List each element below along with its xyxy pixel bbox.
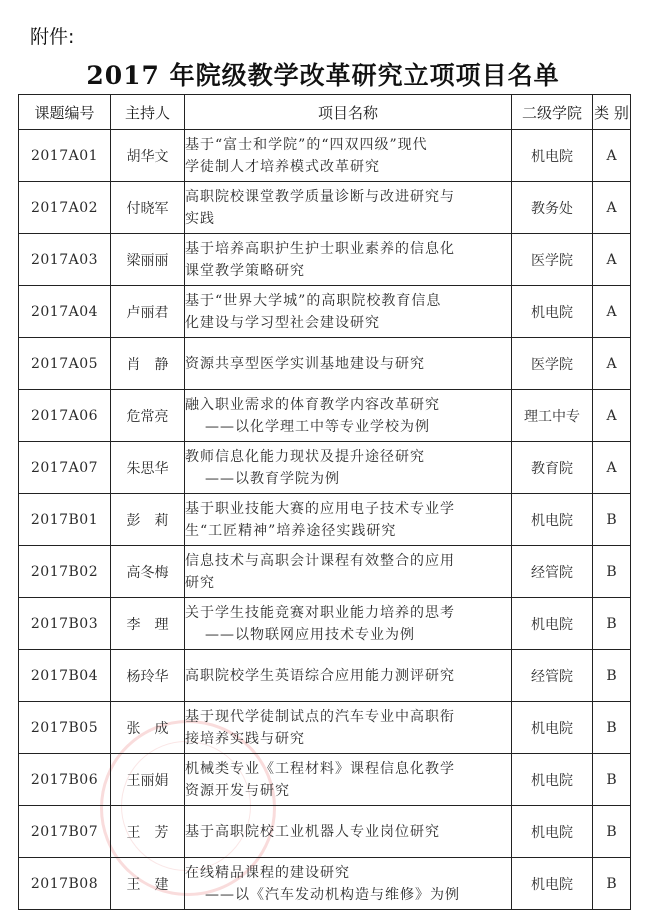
project-name [185, 130, 512, 182]
table-row [19, 858, 631, 910]
category: A [593, 130, 631, 182]
project-code: 2017B01 [19, 494, 111, 546]
project-name [185, 858, 512, 910]
category: A [593, 442, 631, 494]
category: A [593, 182, 631, 234]
project-name-line2: 化建设与学习型社会建设研究 [185, 314, 380, 331]
project-name [185, 442, 512, 494]
table-row [19, 390, 631, 442]
category: A [593, 338, 631, 390]
category: A [593, 390, 631, 442]
table-row [19, 130, 631, 182]
college: 医学院 [512, 234, 593, 286]
table-row [19, 494, 631, 546]
table-row [19, 650, 631, 702]
project-name [185, 806, 512, 858]
project-code: 2017B08 [19, 858, 111, 910]
table-row [19, 182, 631, 234]
category: B [593, 806, 631, 858]
project-code: 2017A01 [19, 130, 111, 182]
project-host: 王 建 [111, 858, 185, 910]
project-name-line1: 资源共享型医学实训基地建设与研究 [185, 355, 425, 372]
attachment-label: 附件: [30, 26, 75, 48]
project-name-line1: 机械类专业《工程材料》课程信息化教学 [185, 760, 455, 777]
table-row [19, 234, 631, 286]
project-code: 2017B07 [19, 806, 111, 858]
category: B [593, 546, 631, 598]
category: A [593, 286, 631, 338]
page-title: 2017 年院级教学改革研究立项项目名单 [86, 61, 560, 90]
project-code: 2017B02 [19, 546, 111, 598]
project-name-line1: 在线精品课程的建设研究 [185, 864, 350, 881]
project-name-line2: 学徒制人才培养模式改革研究 [185, 158, 380, 175]
project-name [185, 234, 512, 286]
table-row [19, 754, 631, 806]
project-name-line1: 基于职业技能大赛的应用电子技术专业学 [185, 500, 455, 517]
project-name [185, 390, 512, 442]
project-host: 付晓军 [111, 182, 185, 234]
project-name-line1: 基于现代学徒制试点的汽车专业中高职衔 [185, 708, 455, 725]
project-host: 王丽娟 [111, 754, 185, 806]
project-name [185, 286, 512, 338]
category: B [593, 494, 631, 546]
project-host: 肖 静 [111, 338, 185, 390]
category: B [593, 598, 631, 650]
table-header-row [19, 95, 631, 130]
project-name-line2: 资源开发与研究 [185, 782, 290, 799]
project-list-table [18, 94, 631, 910]
project-code: 2017B04 [19, 650, 111, 702]
project-name-line1: 基于“富士和学院”的“四双四级”现代 [185, 136, 428, 153]
project-host: 朱思华 [111, 442, 185, 494]
project-name-line1: 信息技术与高职会计课程有效整合的应用 [185, 552, 455, 569]
project-name-line1: 高职院校学生英语综合应用能力测评研究 [185, 667, 455, 684]
project-name-line1: 基于高职院校工业机器人专业岗位研究 [185, 823, 440, 840]
project-code: 2017B03 [19, 598, 111, 650]
table-row [19, 806, 631, 858]
header-college: 二级学院 [512, 95, 593, 130]
college: 教务处 [512, 182, 593, 234]
header-project: 项目名称 [185, 95, 512, 130]
college: 机电院 [512, 806, 593, 858]
project-name [185, 338, 512, 390]
project-host: 卢丽君 [111, 286, 185, 338]
project-name-line1: 基于培养高职护生护士职业素养的信息化 [185, 240, 455, 257]
project-host: 彭 莉 [111, 494, 185, 546]
project-name-line2: ——以教育学院为例 [205, 470, 340, 487]
project-host: 李 理 [111, 598, 185, 650]
project-name-line2: 实践 [185, 210, 215, 227]
project-host: 梁丽丽 [111, 234, 185, 286]
college: 机电院 [512, 598, 593, 650]
header-host: 主持人 [111, 95, 185, 130]
project-name-line1: 融入职业需求的体育教学内容改革研究 [185, 396, 440, 413]
category: A [593, 234, 631, 286]
college: 机电院 [512, 858, 593, 910]
table-row [19, 338, 631, 390]
project-name-line2: 接培养实践与研究 [185, 730, 305, 747]
college: 医学院 [512, 338, 593, 390]
project-code: 2017A02 [19, 182, 111, 234]
project-code: 2017A05 [19, 338, 111, 390]
project-name-line1: 教师信息化能力现状及提升途径研究 [185, 448, 425, 465]
college: 机电院 [512, 130, 593, 182]
college: 机电院 [512, 286, 593, 338]
project-code: 2017B05 [19, 702, 111, 754]
project-name-line1: 关于学生技能竞赛对职业能力培养的思考 [185, 604, 455, 621]
college: 理工中专 [512, 390, 593, 442]
project-name-line1: 高职院校课堂教学质量诊断与改进研究与 [185, 188, 455, 205]
project-host: 王 芳 [111, 806, 185, 858]
table-row [19, 702, 631, 754]
project-name-line2: ——以《汽车发动机构造与维修》为例 [205, 886, 460, 903]
project-host: 胡华文 [111, 130, 185, 182]
college: 机电院 [512, 494, 593, 546]
category: B [593, 754, 631, 806]
project-host: 杨玲华 [111, 650, 185, 702]
project-name [185, 702, 512, 754]
project-name-line2: 课堂教学策略研究 [185, 262, 305, 279]
header-category: 类 别 [593, 95, 631, 130]
project-code: 2017A07 [19, 442, 111, 494]
college: 经管院 [512, 650, 593, 702]
college: 教育院 [512, 442, 593, 494]
category: B [593, 858, 631, 910]
project-name-line1: 基于“世界大学城”的高职院校教育信息 [185, 292, 442, 309]
project-code: 2017B06 [19, 754, 111, 806]
project-code: 2017A04 [19, 286, 111, 338]
table-row [19, 286, 631, 338]
college: 经管院 [512, 546, 593, 598]
project-code: 2017A03 [19, 234, 111, 286]
project-name [185, 650, 512, 702]
college: 机电院 [512, 754, 593, 806]
project-name [185, 598, 512, 650]
project-host: 危常亮 [111, 390, 185, 442]
table-row [19, 546, 631, 598]
category: B [593, 650, 631, 702]
table-row [19, 598, 631, 650]
project-name [185, 182, 512, 234]
project-name [185, 754, 512, 806]
project-name-line2: ——以物联网应用技术专业为例 [205, 626, 415, 643]
table-row [19, 442, 631, 494]
project-code: 2017A06 [19, 390, 111, 442]
project-name [185, 546, 512, 598]
project-host: 张 成 [111, 702, 185, 754]
header-code: 课题编号 [19, 95, 111, 130]
category: B [593, 702, 631, 754]
project-name-line2: 研究 [185, 574, 215, 591]
project-name-line2: 生“工匠精神”培养途径实践研究 [185, 522, 397, 539]
project-name [185, 494, 512, 546]
project-host: 高冬梅 [111, 546, 185, 598]
college: 机电院 [512, 702, 593, 754]
project-name-line2: ——以化学理工中等专业学校为例 [205, 418, 430, 435]
